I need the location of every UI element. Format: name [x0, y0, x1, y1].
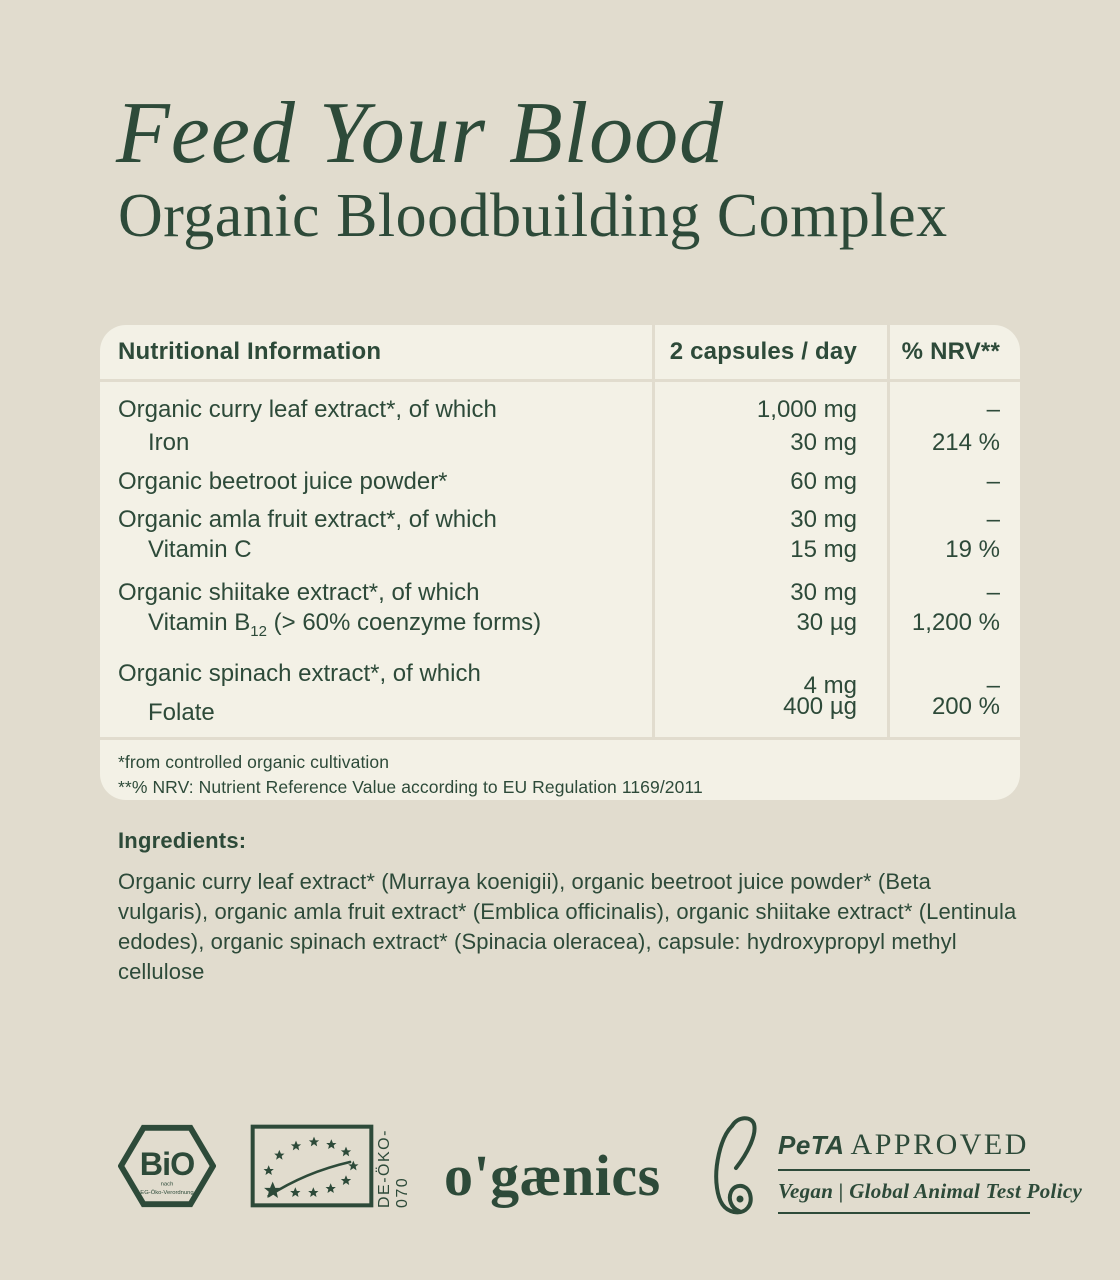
row-amount: 15 mg — [790, 536, 857, 563]
footnote-nrv: **% NRV: Nutrient Reference Value according to EU Regulation 1169/2011 — [118, 777, 703, 797]
row-label: Organic amla fruit extract*, of which — [118, 506, 497, 533]
column-divider — [652, 325, 655, 737]
eu-organic-code: DE-ÖKO-070 — [376, 1129, 411, 1208]
header-divider — [100, 379, 1020, 382]
row-amount: 1,000 mg — [756, 396, 857, 423]
bio-logo — [118, 1120, 216, 1217]
title-block — [116, 85, 948, 250]
row-label: Organic spinach extract*, of which — [118, 660, 481, 687]
col-header-dose: 2 capsules / day — [669, 338, 857, 365]
row-amount: 30 µg — [796, 609, 857, 636]
column-divider — [887, 325, 890, 737]
row-label: Organic beetroot juice powder* — [118, 468, 448, 495]
row-nrv: – — [986, 672, 1000, 699]
row-nrv: 19 % — [945, 536, 1000, 563]
footnote-divider — [100, 737, 1020, 740]
table-body — [100, 379, 1020, 728]
table-row — [100, 693, 1020, 728]
row-nrv: 214 % — [931, 429, 1000, 456]
peta-text-block — [778, 1114, 1083, 1214]
row-label — [100, 608, 652, 638]
table-row — [100, 535, 1020, 565]
row-label: Organic curry leaf extract*, of which — [118, 396, 497, 423]
bio-hexagon-icon — [118, 1120, 216, 1212]
ingredients-section — [118, 828, 1026, 987]
table-row — [100, 608, 1020, 638]
row-label-text: (> 60% coenzyme forms) — [266, 609, 542, 636]
table-header — [100, 325, 1020, 379]
peta-brand-text: PeTA — [778, 1130, 845, 1160]
bio-logo-line1: nach — [160, 1181, 174, 1188]
peta-title-row — [778, 1128, 1030, 1162]
row-label: Iron — [148, 429, 190, 456]
subscript-12: 12 — [250, 622, 267, 640]
footnote-organic: *from controlled organic cultivation — [118, 752, 390, 772]
row-nrv: – — [986, 468, 1000, 495]
peta-tagline: Vegan | Global Animal Test Policy — [778, 1179, 1083, 1203]
table-row — [100, 428, 1020, 458]
row-amount: 30 mg — [790, 506, 857, 533]
ingredients-heading: Ingredients: — [118, 828, 247, 853]
row-amount: 30 mg — [790, 579, 857, 606]
bio-logo-text: BiO — [139, 1145, 195, 1182]
row-nrv: – — [986, 506, 1000, 533]
peta-approved-logo — [704, 1114, 1083, 1218]
table-row — [100, 659, 1020, 699]
row-nrv: 200 % — [931, 693, 1000, 720]
row-label-text: Vitamin B — [148, 609, 251, 636]
page-subtitle: Organic Bloodbuilding Complex — [118, 181, 948, 250]
row-nrv: 1,200 % — [911, 609, 1000, 636]
bio-logo-line2: EG-Öko-Verordnung — [140, 1189, 194, 1196]
table-row — [100, 467, 1020, 497]
row-label: Folate — [148, 699, 215, 726]
row-nrv: – — [986, 579, 1000, 606]
eu-leaf-icon — [250, 1124, 374, 1208]
row-label: Vitamin C — [148, 536, 252, 563]
table-row — [100, 505, 1020, 535]
nutrition-card — [100, 325, 1020, 800]
peta-divider-bottom — [778, 1212, 1030, 1214]
col-header-nrv: % NRV** — [901, 338, 1000, 365]
peta-approved-text: APPROVED — [850, 1128, 1029, 1161]
eu-organic-logo — [250, 1124, 412, 1208]
ingredients-text: Organic curry leaf extract* (Murraya koenigii), organic beetroot juice powder* (Beta vulgaris), organic amla fruit extract* (Emblica officinalis), organic shiitake extract* (Lentinula edodes), organic spinach extract* (Spinacia oleracea), capsule: hydroxypropyl methyl cellulose — [118, 869, 1017, 984]
peta-divider-top — [778, 1169, 1030, 1171]
peta-rabbit-icon — [704, 1114, 766, 1218]
page-title: Feed Your Blood — [116, 85, 725, 182]
row-amount: 400 µg — [783, 693, 857, 720]
row-amount: 4 mg — [803, 672, 857, 699]
col-header-nutritional-information: Nutritional Information — [118, 338, 382, 365]
row-label: Organic shiitake extract*, of which — [118, 579, 480, 606]
table-footnotes — [118, 744, 703, 800]
row-amount: 30 mg — [790, 429, 857, 456]
brand-logo: o'gænics — [444, 1143, 661, 1208]
table-row — [100, 395, 1020, 425]
row-nrv: – — [986, 396, 1000, 423]
table-row — [100, 578, 1020, 608]
row-amount: 60 mg — [790, 468, 857, 495]
certification-footer — [0, 1110, 1120, 1250]
